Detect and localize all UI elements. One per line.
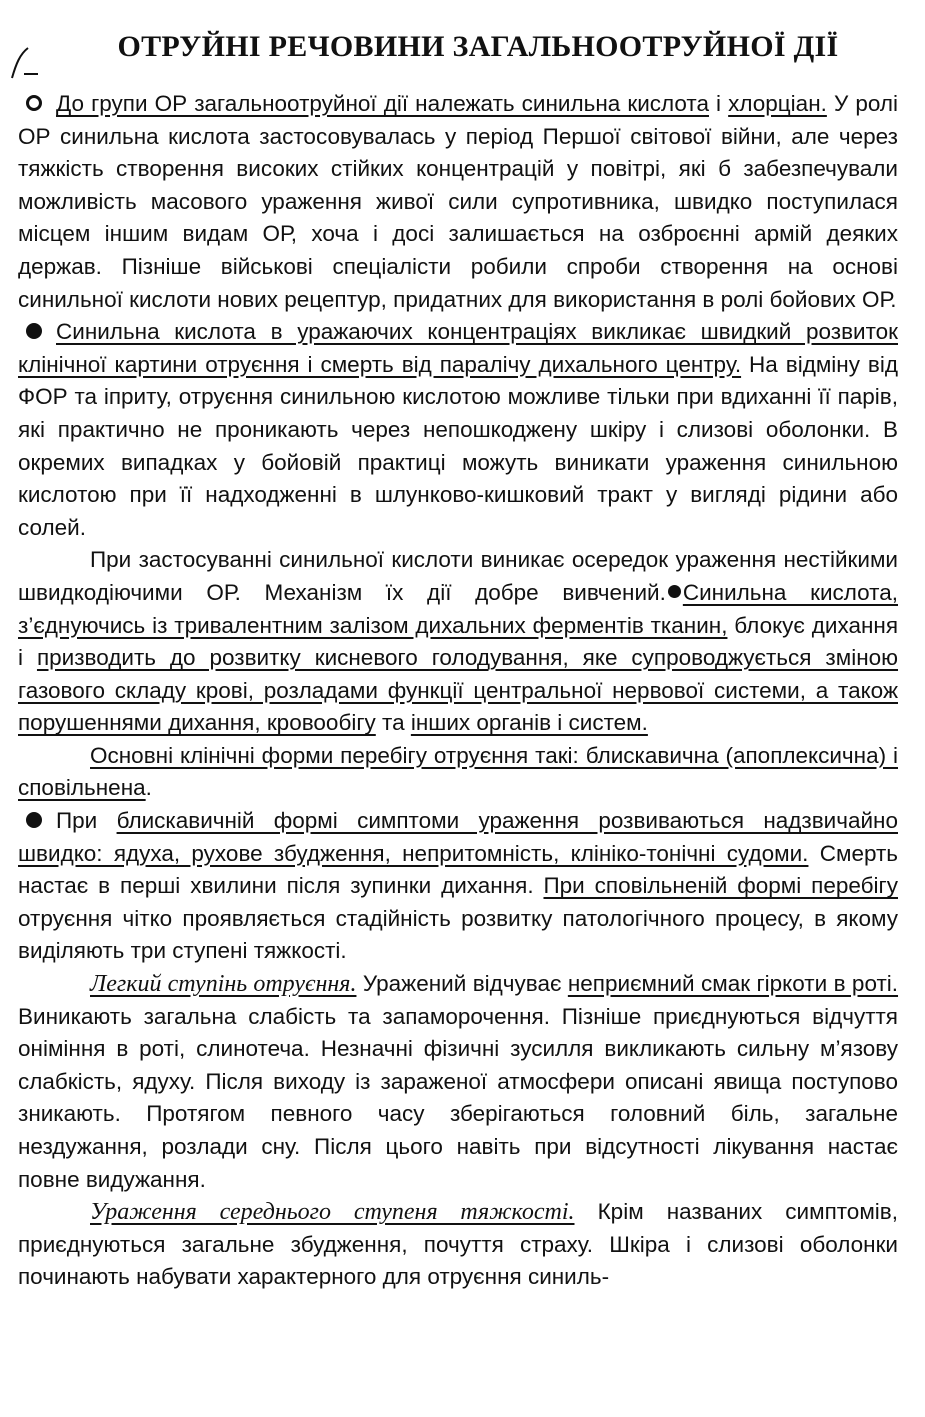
p1-underlined-1: До групи ОР загальноотруйної дії належать синильна кислота [56, 91, 709, 116]
filled-bullet-icon [26, 812, 42, 828]
p6-heading: Легкий ступінь отруєння. [90, 971, 357, 998]
p6-underlined-1: неприємний смак гіркоти в роті. [567, 971, 899, 997]
inline-bullet-icon [668, 585, 681, 598]
p6-text-2: Виникають загальна слабість та запаморочення. Пізніше приєднуються відчуття оніміння в роті, слинотеча. Незначні фізичні зусилля викликають сильну м’язову слабкість, ядуху. Після виходу із зараженої атмосфери описані явища поступово зникають. Протягом певного часу зберігаються головний біль, загальне нездужання, розлади сну. Після цього навіть при відсутності лікування настає повне видужання. [18, 1003, 898, 1192]
p5-text-1: При [56, 808, 117, 834]
paragraph-4 [18, 740, 898, 805]
p4-text-1: . [145, 775, 152, 801]
p7-heading: Ураження середнього ступеня тяжкості. [90, 1199, 575, 1226]
p1-text-1: і [708, 91, 729, 116]
p7-text-1: Крім названих симптомів, приєднуються загальне збудження, почуття страху. Шкіра і слизові оболонки починають набувати характерного для отруєння синиль- [18, 1199, 898, 1290]
p1-text-2: У ролі ОР синильна кислота застосовувалась у період Першої світової війни, але через тяжкість створення високих стійких концентрацій у повітрі, які б забезпечували можливість масового ураження живої сили супротивника, швидко поступилася місцем іншим видам ОР, хоча і досі залишається на озброєнні армій деяких держав. Пізніше військові спеціалісти робили спроби створення на основі синильної кислоти нових рецептур, придатних для використання в ролі бойових ОР. [18, 91, 898, 312]
p2-text-1: На відміну від ФОР та іприту, отруєння синильною кислотою можливе тільки при вдиханні її парів, які практично не проникають через непошкоджену шкіру і слизові оболонки. В окремих випадках у бойовій практиці можуть виникати ураження синильною кислотою при її надходженні в шлунково-кишковий тракт у вигляді рідини або солей. [18, 351, 899, 540]
p3-underlined-2: призводить до розвитку кисневого голодування, яке супроводжується зміною газового складу крові, розладами функції центральної нервової системи, а також порушеннями дихання, кровообігу [18, 645, 899, 736]
paragraph-6 [18, 968, 898, 1196]
p3-underlined-3: інших органів і систем. [410, 710, 648, 736]
p5-text-2: Смерть настає в перші хвилини після зупинки дихання. [18, 840, 898, 899]
page-title: ОТРУЙНІ РЕЧОВИНИ ЗАГАЛЬНООТРУЙНОЇ ДІЇ [117, 30, 839, 63]
p3-text-1: При застосуванні синильної кислоти виникає осередок ураження нестійкими швидкодіючими ОР. Механізм їх дії добре вивчений. [18, 547, 898, 605]
p2-underlined-1: Синильна кислота в уражаючих концентраціях викликає швидкий розвиток клінічної картини отруєння і смерть від паралічу дихального центру. [18, 319, 898, 377]
paragraph-2 [18, 316, 898, 544]
p3-text-3: та [375, 710, 411, 736]
p5-underlined-1: блискавичній формі симптоми ураження розвиваються надзвичайно швидко: ядуха, рухове збудження, непритомність, клініко-тонічні судоми. [18, 808, 898, 866]
p5-underlined-2: При сповільненій формі перебігу [543, 873, 898, 899]
filled-bullet-icon [26, 323, 42, 339]
p5-text-3: отруєння чітко проявляється стадійність розвитку патологічного процесу, в якому виділяють три ступені тяжкості. [18, 905, 898, 964]
paragraph-3 [18, 544, 898, 740]
p4-underlined-1: Основні клінічні форми перебігу отруєння такі: блискавична (апоплексична) і сповільнена [18, 742, 898, 801]
p6-text-1: Уражений відчуває [356, 971, 568, 997]
paragraph-7 [18, 1196, 898, 1294]
paragraph-1 [18, 88, 898, 316]
p1-underlined-2: хлорціан. [728, 91, 827, 116]
p3-underlined-1: Синильна кислота, з’єднуючись із тривалентним залізом дихальних ферментів тканин, [18, 579, 898, 638]
document-page [18, 28, 898, 1294]
circle-bullet-icon [26, 95, 42, 111]
paragraph-5 [18, 805, 898, 968]
p3-text-2: блокує дихання і [18, 612, 898, 671]
